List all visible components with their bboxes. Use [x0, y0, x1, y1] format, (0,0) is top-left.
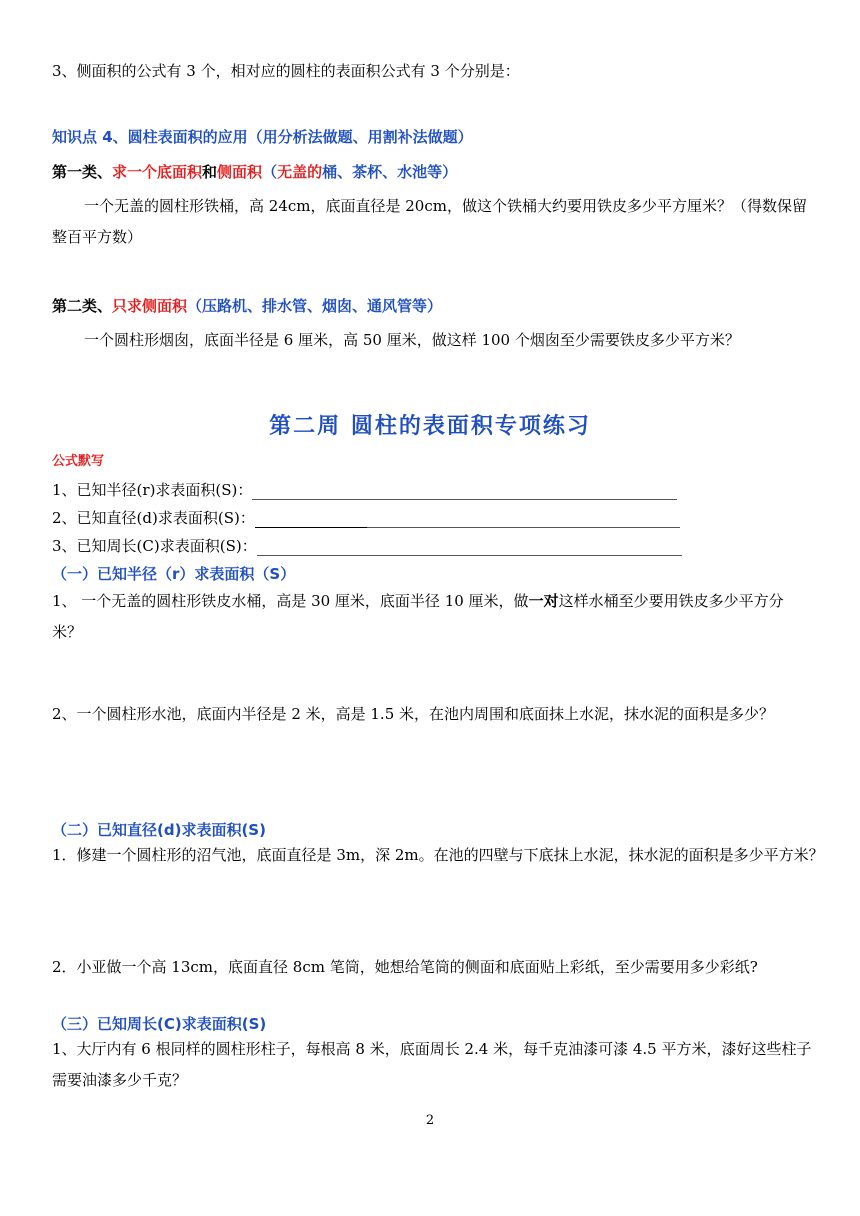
page-title: 第二周 圆柱的表面积专项练习 — [269, 414, 591, 439]
section-2-heading: （二）已知直径(d)求表面积(S) — [52, 821, 266, 839]
section-1-problem-1 — [52, 586, 812, 648]
category-1-red-no-lid: 无盖的 — [277, 163, 323, 181]
formula-3-blank[interactable] — [257, 540, 682, 556]
section-2-problem-1: 1．修建一个圆柱形的沼气池，底面直径是 3m，深 2m。在池的四壁与下底抹上水泥，抹水泥的面积是多少平方米？ — [52, 846, 824, 864]
intro-item-3: 3、侧面积的公式有 3 个，相对应的圆柱的表面积公式有 3 个分别是： — [52, 62, 520, 80]
formula-2-blank[interactable] — [367, 512, 680, 528]
category-2-heading — [52, 296, 442, 316]
category-1-problem: 一个无盖的圆柱形铁桶，高 24cm，底面直径是 20cm，做这个铁桶大约要用铁皮多少平方厘米？（得数保留整百平方数） — [52, 197, 807, 246]
formula-heading: 公式默写 — [52, 454, 105, 469]
formula-line-1 — [52, 480, 677, 500]
category-1-paren: （ — [262, 163, 278, 181]
page-number: 2 — [425, 1113, 435, 1128]
category-2-problem: 一个圆柱形烟囱，底面半径是 6 厘米，高 50 厘米，做这样 100 个烟囱至少需要铁皮多少平方米？ — [84, 331, 740, 349]
formula-2-label: 2、已知直径(d)求表面积(S)： — [52, 509, 255, 527]
section-1-heading: （一）已知半径（r）求表面积（S） — [52, 565, 296, 583]
section-1-problem-1-emphasis: 一对 — [528, 592, 559, 610]
formula-1-label: 1、已知半径(r)求表面积(S)： — [52, 481, 253, 499]
section-1-problem-1-end: 这样水桶至少要用铁皮多少平方分米？ — [52, 592, 784, 641]
section-3-problem-1: 1、大厅内有 6 根同样的圆柱形柱子，每根高 8 米，底面周长 2.4 米，每千克油漆可漆 4.5 平方米，漆好这些柱子需要油漆多少千克？ — [52, 1040, 812, 1089]
section-1-problem-2: 2、一个圆柱形水池，底面内半径是 2 米，高是 1.5 米，在池内周围和底面抹上水泥，抹水泥的面积是多少？ — [52, 705, 775, 723]
category-1-heading — [52, 162, 457, 182]
formula-line-2 — [52, 508, 680, 528]
knowledge-point-heading: 知识点 4、圆柱表面积的应用（用分析法做题、用割补法做题） — [52, 128, 473, 146]
category-1-examples: 桶、茶杯、水池等） — [322, 163, 458, 181]
category-2-prefix: 第二类、 — [52, 297, 113, 315]
section-3-heading: （三）已知周长(C)求表面积(S) — [52, 1015, 267, 1033]
category-1-red-lateral-area: 侧面积 — [217, 163, 263, 181]
formula-3-label: 3、已知周长(C)求表面积(S)： — [52, 537, 257, 555]
category-2-examples: （压路机、排水管、烟囱、通风管等） — [187, 297, 443, 315]
formula-1-blank[interactable] — [252, 484, 677, 500]
category-1-red-base-area: 求一个底面积 — [112, 163, 203, 181]
formula-line-3 — [52, 536, 682, 556]
category-1-and: 和 — [202, 163, 218, 181]
category-2-red-lateral-only: 只求侧面积 — [112, 297, 188, 315]
section-1-problem-1-start: 1、 一个无盖的圆柱形铁皮水桶，高是 30 厘米，底面半径 10 厘米，做 — [52, 592, 529, 610]
section-2-problem-2: 2．小亚做一个高 13cm，底面直径 8cm 笔筒，她想给笔筒的侧面和底面贴上彩纸，至少需要用多少彩纸? — [52, 958, 758, 976]
category-1-prefix: 第一类、 — [52, 163, 113, 181]
formula-2-blank-dark[interactable] — [255, 512, 367, 528]
